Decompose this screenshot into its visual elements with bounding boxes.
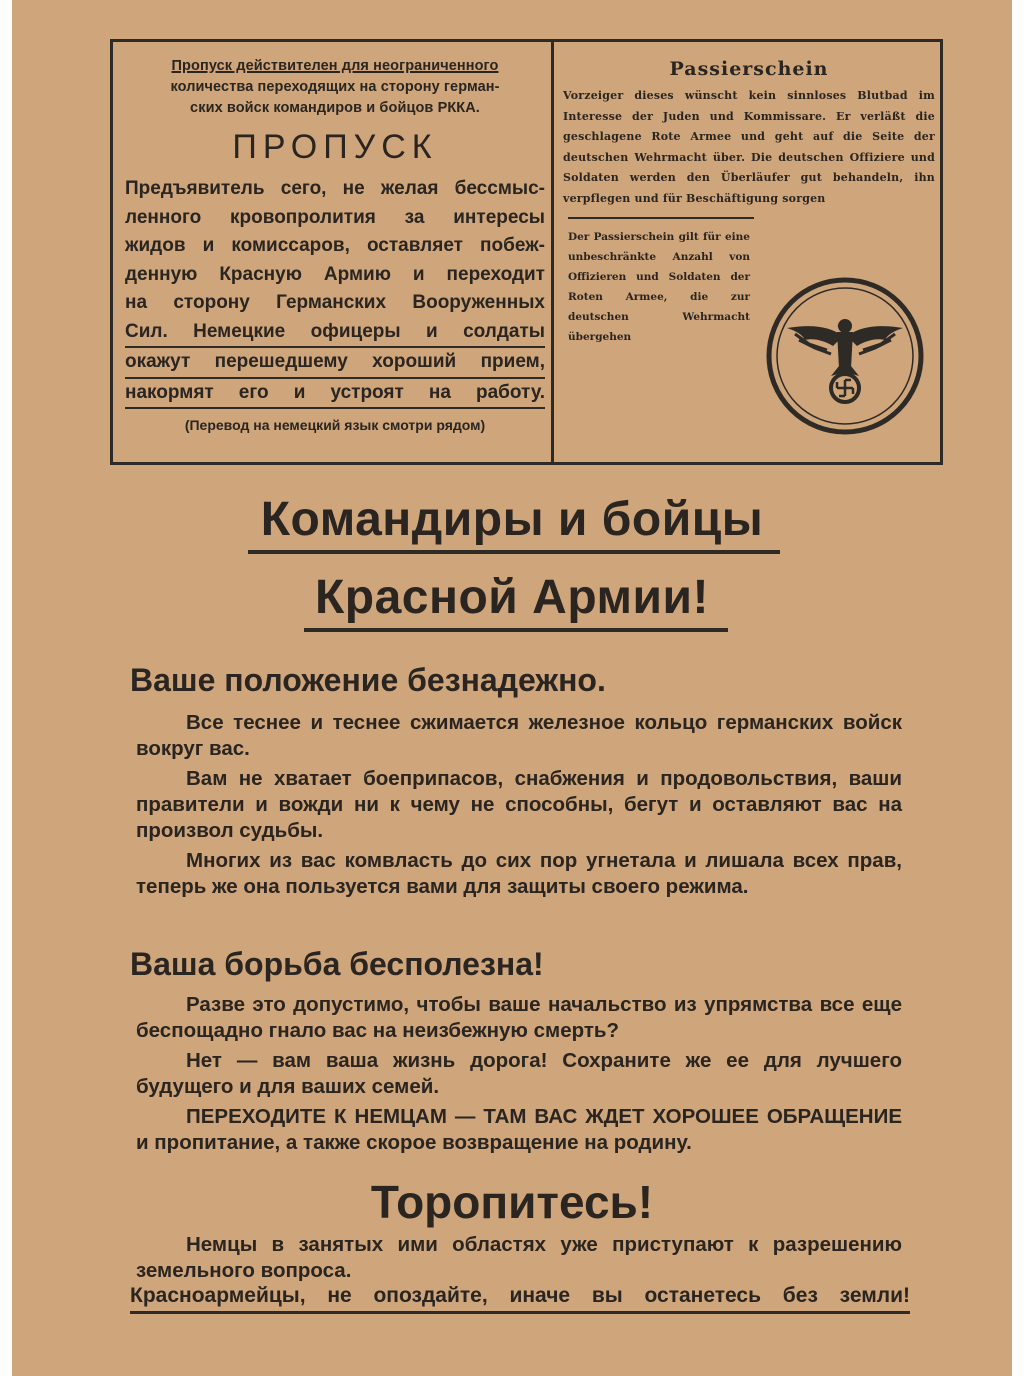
translation-note: (Перевод на немецкий язык смотри рядом) <box>184 417 486 433</box>
headline-rule-2 <box>304 628 728 632</box>
paragraph-text: Вам не хватает боеприпасов, снабжения и продовольствия, ваши правители и вожди ни к чему не способны, бегут и оставляют вас на произвол судьбы. <box>136 767 902 842</box>
body-paragraph <box>136 766 902 844</box>
pass-text-line: ленного кровопролития за интересы <box>125 206 545 228</box>
pass-validity-line-1: Пропуск действителен для неограниченного <box>171 58 499 74</box>
pass-text-line: Сил. Немецкие офицеры и солдаты <box>125 318 545 349</box>
body-paragraph <box>136 992 902 1044</box>
passierschein-note: Der Passierschein gilt für eine unbeschränkte Anzahl von Offizieren und Soldaten der Roten Armee, die zur deutschen Wehrmacht übergehen <box>568 231 750 343</box>
body-paragraph <box>136 1048 902 1100</box>
pass-text-line: накормят его и устроят на работу. <box>125 379 545 410</box>
closing-line: Красноармейцы, не опоздайте, иначе вы останетесь без земли! <box>130 1282 910 1314</box>
paragraph-text: Нет — вам ваша жизнь дорога! Сохраните же ее для лучшего будущего и для ваших семей. <box>136 1049 902 1098</box>
paragraph-text: Многих из вас комвласть до сих пор угнетала и лишала всех прав, теперь же она пользуется вами для защиты своего режима. <box>136 849 902 898</box>
pass-text-line: на сторону Германских Вооруженных <box>125 292 545 313</box>
headline-line-1: Командиры и бойцы <box>260 493 764 546</box>
passierschein-title: Passierschein <box>669 58 829 80</box>
pass-text-line: денную Красную Армию и переходит <box>125 263 545 285</box>
body-paragraph <box>136 1232 902 1284</box>
body-paragraph <box>136 848 902 900</box>
pass-title: ПРОПУСК <box>232 128 438 166</box>
paragraph-text: ПЕРЕХОДИТЕ К НЕМЦАМ — ТАМ ВАС ЖДЕТ ХОРОШЕЕ ОБРАЩЕНИЕ и пропитание, а также скорое возвращение на родину. <box>136 1105 902 1154</box>
paragraph-text: Все теснее и теснее сжимается железное кольцо германских войск вокруг вас. <box>136 711 902 760</box>
paragraph-text: Немцы в занятых ими областях уже приступают к разрешению земельного вопроса. <box>136 1233 902 1282</box>
pass-validity-line-2: количества переходящих на сторону герман- <box>170 79 500 95</box>
pass-text-line: жидов и комиссаров, оставляет побеж- <box>125 235 545 256</box>
section-heading-hopeless: Ваше положение безнадежно. <box>130 662 606 698</box>
section-heading-useless: Ваша борьба бесполезна! <box>130 946 544 982</box>
pass-russian-text <box>123 175 547 409</box>
pass-text-line: Предъявитель сего, не желая бессмыс- <box>125 178 545 199</box>
paragraph-text: Разве это допустимо, чтобы ваше начальство из упрямства все еще беспощадно гнало вас на неизбежную смерть? <box>136 993 902 1042</box>
german-rule <box>568 217 754 219</box>
pass-validity-note <box>123 56 547 119</box>
urgent-heading: Торопитесь! <box>370 1176 654 1228</box>
pass-validity-line-3: ских войск командиров и бойцов РККА. <box>190 100 480 116</box>
pass-box-divider <box>551 42 554 462</box>
eagle-seal-icon <box>765 276 925 436</box>
headline-rule-1 <box>248 550 780 554</box>
headline-line-2: Красной Армии! <box>314 571 710 624</box>
pass-russian-column <box>123 56 547 433</box>
body-paragraph <box>136 710 902 762</box>
body-paragraph <box>136 1104 902 1156</box>
pass-text-line: окажут перешедшему хороший прием, <box>125 348 545 379</box>
leaflet <box>12 0 1012 1376</box>
pass-box <box>110 39 943 465</box>
passierschein-text: Vorzeiger dieses wünscht kein sinnloses Blutbad im Interesse der Juden und Kommissare. Er verläßt die geschlagene Rote Armee und geht auf die Seite der deutschen Wehrmacht über. Die deutschen Offiziere und Soldaten werden den Überläufer gut behandeln, ihn verpflegen und für Beschäftigung sorgen <box>563 89 935 205</box>
